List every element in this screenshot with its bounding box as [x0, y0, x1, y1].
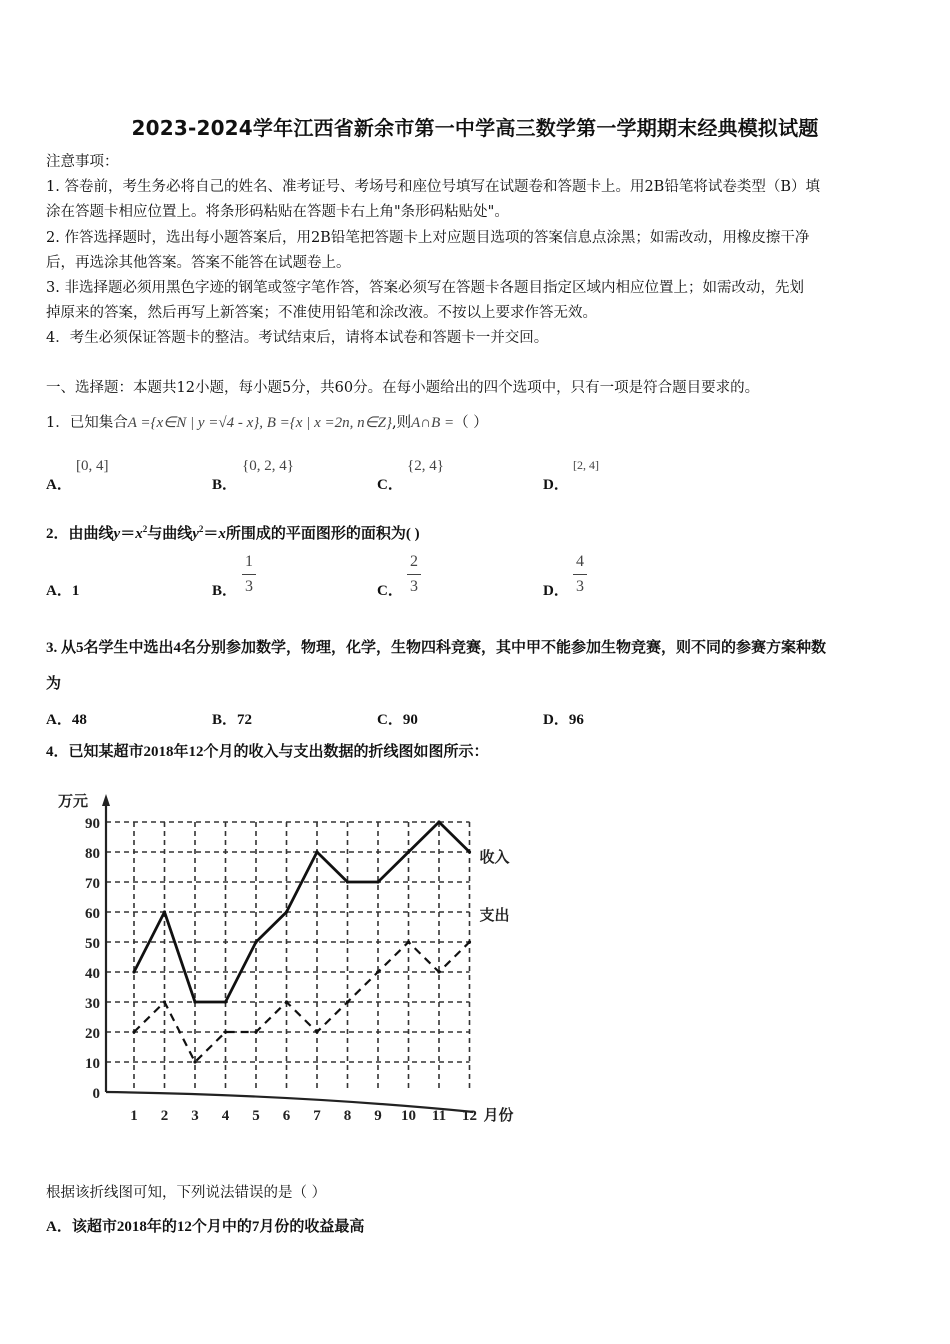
q2-exponent: 2	[198, 524, 204, 534]
y-tick-label: 50	[85, 936, 100, 952]
option-label: D．	[543, 583, 569, 599]
q4-option-a[interactable]: A．该超市2018年的12个月中的7月份的收益最高	[46, 1219, 365, 1235]
question-1-options	[46, 458, 906, 498]
x-tick-label: 2	[160, 1108, 169, 1124]
numerator: 2	[410, 553, 418, 570]
x-tick-label: 9	[374, 1108, 382, 1124]
x-tick-label: 1	[130, 1108, 138, 1124]
question-3-stem-line-2: 为	[46, 676, 62, 692]
q2-var-x: x	[135, 526, 143, 542]
y-tick-label: 0	[92, 1086, 100, 1102]
data-point	[437, 820, 440, 823]
y-tick-label: 90	[85, 816, 100, 832]
fraction-bar	[242, 574, 256, 575]
note-3-line-2: 掉原来的答案，然后再写上新答案；不准使用铅笔和涂改液。不按以上要求作答无效。	[46, 305, 597, 321]
option-value: [2, 4]	[573, 458, 599, 472]
option-label: A．	[46, 477, 72, 493]
y-axis-title: 万元	[58, 792, 89, 810]
option-label: D．	[543, 477, 569, 493]
y-tick-label: 70	[85, 876, 100, 892]
x-tick-label: 5	[252, 1108, 260, 1124]
y-tick-label: 40	[85, 966, 100, 982]
q2-text-a: 2．由曲线	[46, 526, 114, 542]
numerator: 4	[576, 553, 584, 570]
denominator: 3	[576, 578, 584, 595]
q2-equals: ＝	[120, 526, 136, 542]
data-point	[163, 1000, 166, 1003]
data-point	[315, 850, 318, 853]
data-point	[315, 1030, 318, 1033]
note-4: 4．考生必须保证答题卡的整洁。考试结束后，请将本试卷和答题卡一并交回。	[46, 330, 549, 346]
data-point	[224, 1030, 227, 1033]
y-tick-label: 80	[85, 846, 100, 862]
section-heading: 一、选择题：本题共12小题，每小题5分，共60分。在每小题给出的四个选项中，只有一项是符合题目要求的。	[46, 380, 760, 396]
y-tick-label: 20	[85, 1026, 100, 1042]
data-point	[285, 910, 288, 913]
y-tick-label: 10	[85, 1056, 100, 1072]
option-label: C．	[377, 477, 403, 493]
question-3-stem-line-1: 3. 从5名学生中选出4名分别参加数学，物理，化学，生物四科竞赛，其中甲不能参加生物竞赛，则不同的参赛方案种数	[46, 640, 827, 656]
option-value: {2, 4}	[407, 458, 444, 474]
q1-suffix: ,则	[392, 415, 412, 431]
data-point	[346, 1000, 349, 1003]
note-2-line-2: 后，再选涂其他答案。答案不能答在试题卷上。	[46, 255, 351, 271]
data-point	[376, 880, 379, 883]
q1-sets-formula: A ={x∈N | y =√4 - x}, B ={x | x =2n, n∈Z}	[127, 415, 393, 431]
data-point	[407, 850, 410, 853]
option-label: A．1	[46, 583, 80, 599]
q2-var-y: y	[113, 526, 121, 542]
data-point	[285, 1000, 288, 1003]
x-tick-label: 8	[343, 1108, 352, 1124]
option-label: C．90	[377, 712, 418, 728]
data-point	[468, 940, 471, 943]
option-label: D．96	[543, 712, 584, 728]
question-4-stem: 4．已知某超市2018年12个月的收入与支出数据的折线图如图所示：	[46, 744, 489, 760]
q1-paren: （ ）	[454, 415, 488, 431]
x-tick-label: 4	[221, 1108, 230, 1124]
x-tick-label: 7	[313, 1108, 321, 1124]
x-tick-label: 12	[462, 1108, 477, 1124]
x-tick-label: 3	[191, 1108, 199, 1124]
series-line-expense	[134, 942, 470, 1062]
q1-intersection-formula: A∩B =	[411, 415, 455, 431]
x-tick-label: 10	[401, 1108, 416, 1124]
y-tick-label: 60	[85, 906, 100, 922]
q2-equals: ＝	[203, 526, 219, 542]
series-label: 收入	[479, 848, 510, 866]
y-tick-label: 30	[85, 996, 100, 1012]
data-point	[163, 910, 166, 913]
note-1-line-1: 1. 答卷前，考生务必将自己的姓名、准考证号、考场号和座位号填写在试题卷和答题卡上。用2B铅笔将试卷类型（B）填	[46, 179, 820, 195]
x-tick-label: 11	[431, 1108, 447, 1124]
data-point	[224, 1000, 227, 1003]
option-label: C．	[377, 583, 403, 599]
note-3-line-1: 3. 非选择题必须用黑色字迹的钢笔或签字笔作答，答案必须写在答题卡各题目指定区域内相应位置上；如需改动，先划	[46, 280, 804, 296]
q2-var-y: y	[192, 526, 199, 542]
question-4-prompt: 根据该折线图可知，下列说法错误的是（ ）	[46, 1185, 327, 1201]
series-line-income	[134, 822, 470, 1002]
data-point	[346, 880, 349, 883]
q2-text-c: 所围成的平面图形的面积为( )	[225, 526, 420, 542]
denominator: 3	[245, 578, 253, 595]
option-label: B．	[212, 583, 238, 599]
data-point	[376, 970, 379, 973]
option-label: B．	[212, 477, 238, 493]
notes-heading: 注意事项：	[46, 154, 119, 170]
fraction-bar	[573, 574, 587, 575]
q2-text-b: 与曲线	[147, 526, 193, 542]
data-point	[132, 970, 135, 973]
data-point	[254, 940, 257, 943]
x-axis-title: 月份	[483, 1106, 514, 1124]
fraction	[573, 552, 587, 597]
data-point	[193, 1060, 196, 1063]
data-point	[437, 970, 440, 973]
note-2-line-1: 2. 作答选择题时，选出每小题答案后，用2B铅笔把答题卡上对应题目选项的答案信息点涂黑；如需改动，用橡皮擦干净	[46, 230, 810, 246]
series-label: 支出	[479, 906, 510, 924]
y-axis-arrow	[102, 794, 110, 806]
income-expense-line-chart	[40, 780, 540, 1140]
data-point	[468, 850, 471, 853]
numerator: 1	[245, 553, 253, 570]
fraction-bar	[407, 574, 421, 575]
option-label: A．48	[46, 712, 87, 728]
question-1-stem	[46, 413, 488, 433]
data-point	[132, 1030, 135, 1033]
option-label: B．72	[212, 712, 253, 728]
fraction	[407, 552, 421, 597]
q2-exponent: 2	[142, 524, 148, 534]
data-point	[407, 940, 410, 943]
option-value: {0, 2, 4}	[242, 458, 294, 474]
note-1-line-2: 涂在答题卡相应位置上。将条形码粘贴在答题卡右上角"条形码粘贴处"。	[46, 204, 509, 220]
page-title: 2023-2024学年江西省新余市第一中学高三数学第一学期期末经典模拟试题	[131, 116, 819, 140]
q2-var-x: x	[218, 526, 226, 542]
q1-prefix: 1．已知集合	[46, 415, 128, 431]
denominator: 3	[410, 578, 418, 595]
fraction	[242, 552, 256, 597]
x-tick-label: 6	[282, 1108, 291, 1124]
question-2-options	[46, 552, 906, 599]
question-2-stem	[46, 519, 420, 544]
data-point	[193, 1000, 196, 1003]
option-value: [0, 4]	[76, 458, 109, 474]
data-point	[254, 1030, 257, 1033]
